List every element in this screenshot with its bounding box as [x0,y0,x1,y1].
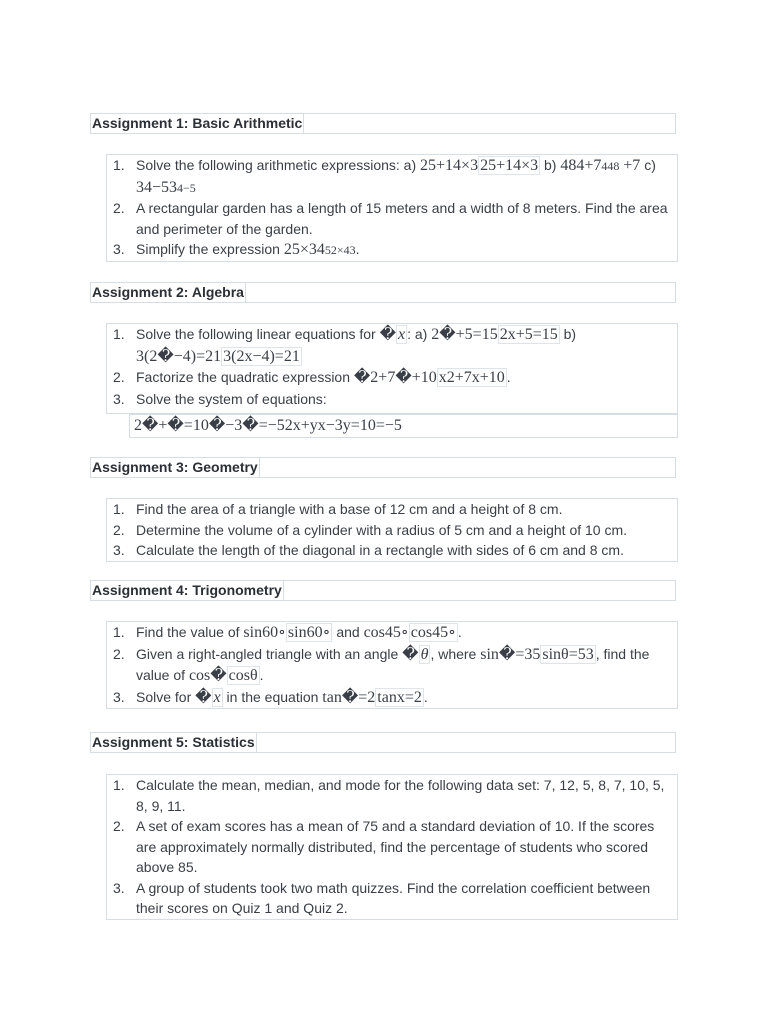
assignment-1-heading: Assignment 1: Basic Arithmetic [90,113,676,134]
list-item: 3. Calculate the length of the diagonal in a rectangle with sides of 6 cm and 8 cm. [113,542,624,558]
list-item: 2. Given a right-angled triangle with an angle � θ , where sin�=35 sinθ=53 , find the value of cos� cosθ . [113,645,650,684]
assignment-5-list [106,774,678,920]
list-item: 1. Calculate the mean, median, and mode for the following data set: 7, 12, 5, 8, 7, 10, 5, 8, 9, 11. [113,777,665,814]
list-item: 2. Factorize the quadratic expression �2+7�+10 x2+7x+10 . [113,369,511,386]
equation-system: 2�+�=10�−3�=−52x+yx−3y=10=−5 [129,414,678,438]
list-item: 3. A group of students took two math quizzes. Find the correlation coefficient between their scores on Quiz 1 and Quiz 2. [113,879,651,916]
list-item: 2. Determine the volume of a cylinder with a radius of 5 cm and a height of 10 cm. [113,521,628,538]
list-item: 3. Solve for � x in the equation tan�=2 tanx=2 . [113,688,428,706]
list-item: 1. Find the area of a triangle with a base of 12 cm and a height of 8 cm. [113,501,563,517]
list-item: 2. A set of exam scores has a mean of 75 and a standard deviation of 10. If the scores are approximately normally distributed, find the percentage of students who scored above 85. [113,818,655,875]
assignment-2-list [106,323,678,414]
assignment-2-heading: Assignment 2: Algebra [90,282,676,303]
list-item: 1. Find the value of sin60∘ sin60∘ and cos45∘ cos45∘ . [113,624,462,641]
list-item: 3. Solve the system of equations: [113,390,327,407]
assignment-3-heading: Assignment 3: Geometry [90,457,676,478]
list-item: 2. A rectangular garden has a length of 15 meters and a width of 8 meters. Find the area and perimeter of the garden. [113,200,668,237]
assignment-4-list [106,621,678,709]
assignment-5-heading: Assignment 5: Statistics [90,732,676,753]
assignment-4-heading: Assignment 4: Trigonometry [90,580,676,601]
list-item: 1. Solve the following arithmetic expressions: a) 25+14×3 25+14×3 b) 484+7448 +7 c) 34−534−5 [113,157,656,196]
assignment-1-list [106,154,678,262]
assignment-3-list [106,498,678,562]
list-item: 3. Simplify the expression 25×3452×43. [113,241,360,258]
list-item: 1. Solve the following linear equations for � x : a) 2�+5=15 2x+5=15 b) 3(2�−4)=21 3(2x−4)=21 [113,326,577,365]
